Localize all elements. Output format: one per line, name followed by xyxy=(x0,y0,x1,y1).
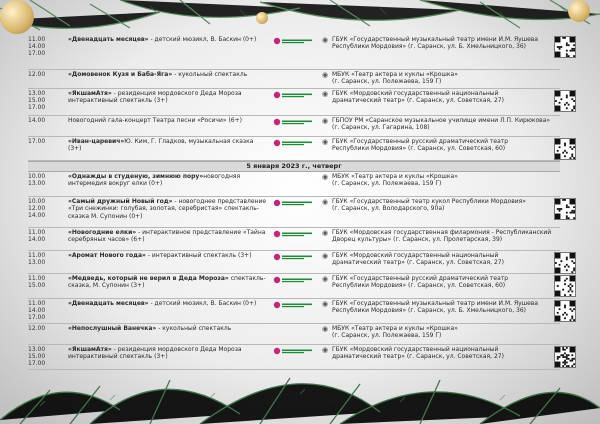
venue-address xyxy=(332,228,552,244)
venue-line: ГБУК «Государственный русский драматический театр xyxy=(332,138,509,145)
time-list xyxy=(28,251,68,266)
venue-line: ГБУК «Государственный театр кукол Республики Мордовия» xyxy=(332,198,526,205)
location-pin-icon: ◉ xyxy=(322,90,329,98)
location-pin-icon: ◉ xyxy=(322,71,329,79)
time-slot: 12.00 xyxy=(28,205,46,213)
venue-line: Республики Мордовия» (г. Саранск, ул. Б. Хмельницкого, 36) xyxy=(332,307,527,315)
venue-line: Дворец культуры» (г. Саранск, ул. Пролетарская, 39) xyxy=(332,236,503,244)
venue-line: ГБУК «Мордовский государственный национальный xyxy=(332,252,499,259)
venue-line: ГБУК «Государственный русский драматический театр xyxy=(332,275,509,282)
pushkin-card-logo-icon xyxy=(273,253,317,261)
event-description: - новогоднее представление «Три снежинки: голубая, золотая, серебристая» спектакль-сказка М. Супонин (0+) xyxy=(68,198,267,220)
event-title: «Иван-царевич» xyxy=(68,138,125,145)
time-list xyxy=(28,228,68,243)
event-title: «ЯкшамАтя» xyxy=(68,90,112,97)
time-list xyxy=(28,35,68,58)
time-list xyxy=(28,197,68,220)
logo-slot xyxy=(268,89,322,99)
location-pin-icon: ◉ xyxy=(322,300,329,308)
logo-slot xyxy=(268,345,322,355)
schedule-block-4-january xyxy=(28,35,560,161)
event-text xyxy=(68,35,268,43)
ornament-ball-icon xyxy=(0,0,34,34)
time-list xyxy=(28,299,68,322)
time-slot: 12.00 xyxy=(28,71,46,78)
time-slot: 17.00 xyxy=(28,104,46,112)
logo-slot xyxy=(268,251,322,261)
event-text xyxy=(68,89,268,105)
location-pin-icon: ◉ xyxy=(322,138,329,146)
venue-line: ГБУК «Мордовский государственный национальный xyxy=(332,90,499,97)
schedule-row xyxy=(28,89,560,116)
event-description: - детский мюзикл, В. Баскин (0+) xyxy=(148,36,257,43)
event-description: новогодняя интермедия вокруг елки (0+) xyxy=(68,173,241,188)
time-slot: 14.00 xyxy=(28,43,46,51)
time-slot: 11.00 xyxy=(28,275,46,282)
venue-address xyxy=(332,116,552,132)
location-pin-icon: ◉ xyxy=(322,275,329,283)
event-title: «Аромат Нового года» xyxy=(68,252,146,259)
qr-code-icon[interactable] xyxy=(554,138,576,160)
schedule-row xyxy=(28,172,560,197)
time-slot: 14.00 xyxy=(28,212,46,220)
schedule-table xyxy=(28,35,560,370)
event-title: «Домовенок Кузя и Баба-Яга» xyxy=(68,71,173,78)
venue-line: драматический театр» (г. Саранск, ул. Советская, 27) xyxy=(332,97,504,105)
time-slot: 11.00 xyxy=(28,36,46,43)
time-slot: 13.00 xyxy=(28,90,46,97)
venue-address xyxy=(332,274,552,290)
venue-line: МБУК «Театр актера и куклы «Крошка» xyxy=(332,173,458,180)
time-list xyxy=(28,137,68,145)
time-slot: 10.00 xyxy=(28,173,46,180)
logo-slot xyxy=(268,197,322,207)
pushkin-card-logo-icon xyxy=(273,347,317,355)
venue-line: ГБУК «Государственный музыкальный театр имени И.М. Яушева xyxy=(332,300,539,307)
time-slot: 12.00 xyxy=(28,325,46,332)
time-slot: 11.00 xyxy=(28,229,46,236)
event-description: - резиденция мордовского Деда Мороза интерактивный спектакль (3+) xyxy=(68,346,242,361)
time-slot: 11.00 xyxy=(28,252,46,259)
location-pin-icon: ◉ xyxy=(322,36,329,44)
venue-line: драматический театр» (г. Саранск, ул. Советская, 27) xyxy=(332,259,504,267)
venue-address xyxy=(332,324,552,340)
venue-line: (г. Саранск, ул. Володарского, 90а) xyxy=(332,205,445,213)
event-title: «Самый дружный Новый год» xyxy=(68,198,173,205)
logo-slot xyxy=(268,274,322,284)
qr-code-icon[interactable] xyxy=(554,252,576,274)
qr-code-icon[interactable] xyxy=(554,300,576,322)
venue-line: ГБПОУ РМ «Саранское музыкальное училище имени Л.П. Кирюкова» xyxy=(332,117,551,124)
event-text xyxy=(68,70,268,78)
location-pin-icon: ◉ xyxy=(322,173,329,181)
time-slot: 11.00 xyxy=(28,300,46,307)
venue-address xyxy=(332,251,552,267)
pushkin-card-logo-icon xyxy=(273,118,317,126)
schedule-row xyxy=(28,324,560,345)
location-pin-icon: ◉ xyxy=(322,117,329,125)
time-slot: 15.00 xyxy=(28,353,46,361)
time-slot: 17.00 xyxy=(28,50,46,58)
schedule-row xyxy=(28,274,560,299)
logo-slot xyxy=(268,137,322,147)
schedule-row xyxy=(28,116,560,137)
event-text xyxy=(68,251,268,259)
qr-code-icon[interactable] xyxy=(554,90,576,112)
time-slot: 13.00 xyxy=(28,259,46,267)
event-text xyxy=(68,274,268,290)
schedule-row xyxy=(28,197,560,228)
event-text xyxy=(68,172,268,188)
pushkin-card-logo-icon xyxy=(273,301,317,309)
time-list xyxy=(28,274,68,289)
pushkin-card-logo-icon xyxy=(273,199,317,207)
event-description: спектакль-сказка, М. Супонин (3+) xyxy=(68,275,266,290)
event-description: - кукольный спектакль xyxy=(172,71,248,78)
venue-address xyxy=(332,345,552,361)
logo-slot xyxy=(268,299,322,309)
venue-line: Республики Мордовия» (г. Саранск, ул. Советская, 60) xyxy=(332,282,506,290)
event-title: «Двенадцать месяцев» xyxy=(68,36,149,43)
time-slot: 15.00 xyxy=(28,282,46,290)
date-band: 5 января 2023 г., четверг xyxy=(28,161,560,172)
venue-line: МБУК «Театр актера и куклы «Крошка» xyxy=(332,71,458,78)
schedule-row xyxy=(28,345,560,370)
event-text xyxy=(68,324,268,332)
time-slot: 17.00 xyxy=(28,360,46,368)
time-slot: 13.00 xyxy=(28,180,46,188)
ornament-ball-icon xyxy=(256,12,268,24)
venue-line: (г. Саранск, ул. Полежаева, 159 Г) xyxy=(332,332,442,340)
time-slot: 14.00 xyxy=(28,117,46,124)
logo-slot xyxy=(268,35,322,45)
schedule-row xyxy=(28,70,560,89)
location-pin-icon: ◉ xyxy=(322,229,329,237)
venue-line: драматический театр» (г. Саранск, ул. Советская, 27) xyxy=(332,353,504,361)
schedule-row xyxy=(28,251,560,274)
venue-address xyxy=(332,172,552,188)
time-slot: 15.00 xyxy=(28,97,46,105)
time-slot: 14.00 xyxy=(28,307,46,315)
qr-code-icon[interactable] xyxy=(554,275,576,297)
venue-address xyxy=(332,89,552,105)
venue-line: (г. Саранск, ул. Полежаева, 159 Г) xyxy=(332,78,442,86)
time-list xyxy=(28,70,68,78)
schedule-row xyxy=(28,228,560,251)
schedule-row xyxy=(28,35,560,70)
event-description: - детский мюзикл, В. Баскин (0+) xyxy=(148,300,257,307)
venue-address xyxy=(332,35,552,51)
pushkin-card-logo-icon xyxy=(273,276,317,284)
event-title: «Медведь, который не верил в Деда Мороза» xyxy=(68,275,229,282)
qr-code-icon[interactable] xyxy=(554,198,576,220)
event-text xyxy=(68,137,268,153)
time-slot: 13.00 xyxy=(28,346,46,353)
venue-line: Республики Мордовия» (г. Саранск, ул. Б. Хмельницкого, 36) xyxy=(332,43,527,51)
time-list xyxy=(28,345,68,368)
time-list xyxy=(28,89,68,112)
event-description: - интерактивное представление «Тайна серебряных часов» (6+) xyxy=(68,229,266,244)
event-description: Новогодний гала-концерт Театра песни «Росичи» (6+) xyxy=(68,117,242,124)
schedule-row xyxy=(28,299,560,324)
venue-line: (г. Саранск, ул. Полежаева, 159 Г) xyxy=(332,180,442,188)
schedule-block-5-january xyxy=(28,172,560,370)
event-title: «Двенадцать месяцев» xyxy=(68,300,149,307)
logo-slot xyxy=(268,228,322,238)
ornament-ball-icon xyxy=(568,0,590,22)
logo-slot xyxy=(268,172,322,174)
logo-slot xyxy=(268,70,322,72)
time-slot: 17.00 xyxy=(28,138,46,145)
venue-line: ГБУК «Мордовская государственная филармония - Республиканский xyxy=(332,229,552,236)
pushkin-card-logo-icon xyxy=(273,139,317,147)
time-list xyxy=(28,172,68,187)
event-text xyxy=(68,116,268,124)
event-description: - интерактивный спектакль (3+) xyxy=(145,252,252,259)
pushkin-card-logo-icon xyxy=(273,37,317,45)
schedule-row xyxy=(28,137,560,161)
event-description: Ю. Ким, Г. Гладков, музыкальная сказка (3+) xyxy=(68,138,254,153)
event-text xyxy=(68,345,268,361)
time-list xyxy=(28,116,68,124)
time-slot: 10.00 xyxy=(28,198,46,205)
pushkin-card-logo-icon xyxy=(273,230,317,238)
venue-line: (г. Саранск, ул. Гагарина, 108) xyxy=(332,124,430,132)
logo-slot xyxy=(268,116,322,126)
event-description: - резиденция мордовского Деда Мороза интерактивный спектакль (3+) xyxy=(68,90,242,105)
event-text xyxy=(68,197,268,220)
venue-line: Республики Мордовия» (г. Саранск, ул. Советская, 60) xyxy=(332,145,506,153)
logo-slot xyxy=(268,324,322,326)
venue-address xyxy=(332,197,552,213)
event-title: «ЯкшамАтя» xyxy=(68,346,112,353)
location-pin-icon: ◉ xyxy=(322,346,329,354)
time-slot: 17.00 xyxy=(28,314,46,322)
event-title: «Непослушный Ванечка» xyxy=(68,325,157,332)
event-title: «Новогодние елки» xyxy=(68,229,137,236)
qr-code-icon[interactable] xyxy=(554,346,576,368)
venue-address xyxy=(332,137,552,153)
event-text xyxy=(68,299,268,307)
venue-line: МБУК «Театр актера и куклы «Крошка» xyxy=(332,325,458,332)
location-pin-icon: ◉ xyxy=(322,325,329,333)
venue-address xyxy=(332,299,552,315)
event-text xyxy=(68,228,268,244)
pushkin-card-logo-icon xyxy=(273,91,317,99)
event-title: «Однажды в студеную, зимнюю пору» xyxy=(68,173,204,180)
venue-line: ГБУК «Мордовский государственный национальный xyxy=(332,346,499,353)
event-description: - кукольный спектакль xyxy=(156,325,232,332)
time-list xyxy=(28,324,68,332)
venue-line: ГБУК «Государственный музыкальный театр имени И.М. Яушева xyxy=(332,36,539,43)
qr-code-icon[interactable] xyxy=(554,36,576,58)
location-pin-icon: ◉ xyxy=(322,198,329,206)
time-slot: 14.00 xyxy=(28,236,46,244)
venue-address xyxy=(332,70,552,86)
location-pin-icon: ◉ xyxy=(322,252,329,260)
